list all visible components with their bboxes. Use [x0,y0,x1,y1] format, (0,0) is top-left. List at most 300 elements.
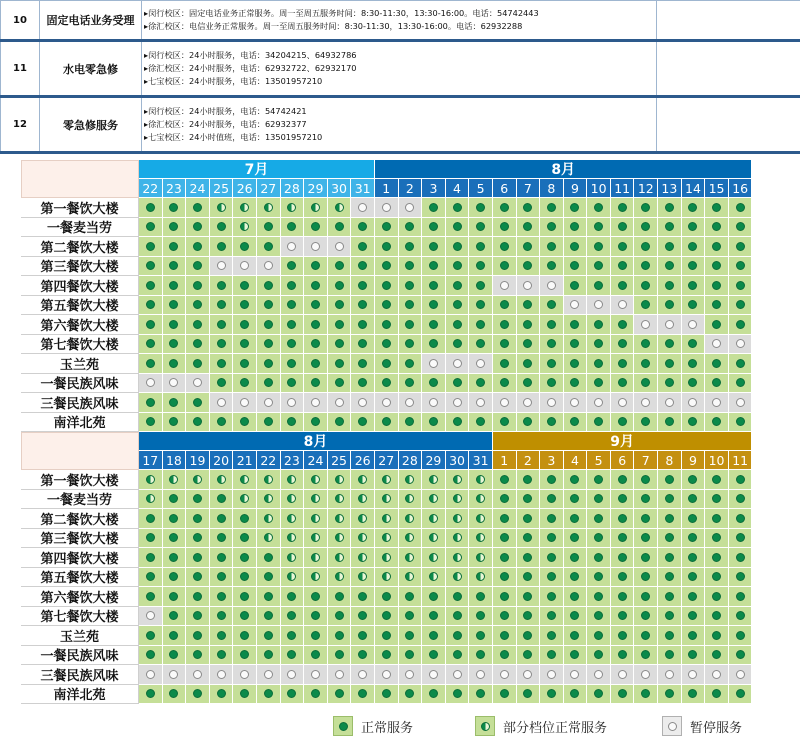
paused-dot-icon [570,300,579,309]
status-cell [139,296,163,316]
normal-dot-icon [476,631,485,640]
normal-dot-icon [382,650,391,659]
status-cell [257,665,281,685]
normal-dot-icon [429,611,438,620]
status-cell [611,529,635,549]
status-cell [446,393,470,413]
partial-dot-icon [335,533,344,542]
status-cell [281,685,305,705]
normal-dot-icon [665,689,674,698]
status-cell [587,626,611,646]
service-detail-line: ▸闵行校区：24小时服务，电话：34204215、64932786 [144,50,357,60]
normal-dot-icon [547,378,556,387]
month-header: 8月 [139,432,493,451]
status-cell [446,237,470,257]
status-cell [186,335,210,355]
status-cell [281,393,305,413]
status-cell [517,198,541,218]
paused-dot-icon [358,670,367,679]
partial-dot-icon [453,553,462,562]
normal-dot-icon [523,300,532,309]
normal-dot-icon [712,242,721,251]
normal-dot-icon [146,650,155,659]
status-cell [493,218,517,238]
normal-dot-icon [688,631,697,640]
status-cell [399,276,423,296]
status-cell [540,685,564,705]
day-header: 29 [304,179,328,198]
partial-dot-icon [264,494,273,503]
normal-dot-icon [453,689,462,698]
normal-dot-icon [287,300,296,309]
status-cell [469,685,493,705]
status-cell [257,626,281,646]
status-cell [163,548,187,568]
normal-dot-icon [570,242,579,251]
normal-dot-icon [146,592,155,601]
normal-dot-icon [335,631,344,640]
legend-label: 暂停服务 [690,720,743,736]
normal-dot-icon [736,222,745,231]
status-cell [634,607,658,627]
partial-dot-icon [405,553,414,562]
normal-dot-icon [665,359,674,368]
normal-dot-icon [476,650,485,659]
partial-dot-icon [429,494,438,503]
status-cell [328,257,352,277]
normal-dot-icon [264,339,273,348]
normal-dot-icon [146,572,155,581]
normal-dot-icon [405,417,414,426]
status-cell [493,354,517,374]
status-cell [634,374,658,394]
status-cell [281,665,305,685]
partial-dot-icon [335,475,344,484]
normal-dot-icon [500,631,509,640]
paused-dot-icon [287,242,296,251]
partial-dot-icon [311,475,320,484]
day-header: 4 [446,179,470,198]
status-cell [446,315,470,335]
normal-dot-icon [570,475,579,484]
status-cell [186,393,210,413]
status-cell [257,529,281,549]
status-cell [233,276,257,296]
normal-dot-icon [169,572,178,581]
status-cell [257,548,281,568]
status-cell [257,198,281,218]
status-cell [186,646,210,666]
day-header: 9 [682,451,706,470]
normal-dot-icon [618,592,627,601]
status-cell [705,237,729,257]
status-cell [682,276,706,296]
normal-dot-icon [594,553,603,562]
normal-dot-icon [594,475,603,484]
normal-dot-icon [500,494,509,503]
normal-dot-icon [523,242,532,251]
status-cell [281,509,305,529]
empty-cell [657,1,800,41]
status-cell [233,374,257,394]
normal-dot-icon [311,281,320,290]
status-cell [729,354,753,374]
status-cell [375,198,399,218]
partial-dot-icon [264,203,273,212]
status-cell [139,257,163,277]
status-cell [163,470,187,490]
status-cell [540,335,564,355]
normal-dot-icon [287,339,296,348]
legend-label: 部分档位正常服务 [503,720,608,736]
normal-dot-icon [382,242,391,251]
status-cell [540,218,564,238]
status-cell [611,257,635,277]
status-cell [257,490,281,510]
status-cell [139,568,163,588]
status-cell [517,315,541,335]
status-cell [304,296,328,316]
normal-dot-icon [240,611,249,620]
status-cell [493,626,517,646]
status-cell [163,257,187,277]
day-header: 25 [328,451,352,470]
status-cell [422,315,446,335]
normal-dot-icon [358,650,367,659]
normal-dot-icon [146,533,155,542]
status-cell [611,218,635,238]
status-cell [705,218,729,238]
status-cell [469,587,493,607]
normal-dot-icon [169,339,178,348]
restaurant-name: 第五餐饮大楼 [21,296,139,316]
status-cell [375,218,399,238]
status-cell [328,218,352,238]
normal-dot-icon [618,203,627,212]
normal-dot-icon [594,242,603,251]
normal-dot-icon [287,417,296,426]
status-cell [375,685,399,705]
paused-dot-icon [688,320,697,329]
normal-dot-icon [146,300,155,309]
normal-dot-icon [264,689,273,698]
status-cell [139,529,163,549]
partial-dot-icon [311,203,320,212]
normal-dot-icon [500,572,509,581]
normal-dot-icon [311,359,320,368]
normal-dot-icon [382,261,391,270]
status-cell [163,393,187,413]
legend-swatch [475,716,495,736]
status-cell [517,470,541,490]
normal-dot-icon [429,281,438,290]
status-cell [257,607,281,627]
normal-dot-icon [358,359,367,368]
normal-dot-icon [641,475,650,484]
normal-dot-icon [641,553,650,562]
status-cell [139,685,163,705]
status-cell [729,646,753,666]
status-cell [233,529,257,549]
status-cell [634,548,658,568]
normal-dot-icon [240,242,249,251]
status-cell [682,296,706,316]
status-cell [587,587,611,607]
status-cell [422,490,446,510]
status-cell [422,374,446,394]
day-header: 15 [705,179,729,198]
status-cell [139,665,163,685]
normal-dot-icon [358,631,367,640]
status-cell [540,296,564,316]
status-cell [233,393,257,413]
restaurant-name: 玉兰苑 [21,626,139,646]
normal-dot-icon [476,281,485,290]
status-cell [281,626,305,646]
normal-dot-icon [688,611,697,620]
status-cell [163,646,187,666]
normal-dot-icon [429,242,438,251]
partial-dot-icon [146,475,155,484]
status-cell [705,257,729,277]
status-cell [682,587,706,607]
normal-dot-icon [358,281,367,290]
status-cell [469,413,493,433]
status-cell [139,509,163,529]
status-cell [611,335,635,355]
normal-dot-icon [547,494,556,503]
normal-dot-icon [712,222,721,231]
normal-dot-icon [523,203,532,212]
normal-dot-icon [712,611,721,620]
normal-dot-icon [146,514,155,523]
normal-dot-icon [193,398,202,407]
status-cell [304,374,328,394]
status-cell [517,607,541,627]
status-cell [210,257,234,277]
status-cell [233,470,257,490]
status-cell [328,568,352,588]
normal-dot-icon [570,281,579,290]
status-cell [351,548,375,568]
status-cell [682,393,706,413]
normal-dot-icon [476,339,485,348]
normal-dot-icon [335,650,344,659]
status-cell [163,218,187,238]
normal-dot-icon [146,631,155,640]
normal-dot-icon [736,611,745,620]
status-cell [634,413,658,433]
normal-dot-icon [618,359,627,368]
service-detail-line: ▸闵行校区：固定电话业务正常服务。周一至周五服务时间：8:30-11:30，13:30-16:00。电话：54742443 [144,8,539,18]
status-cell [564,257,588,277]
status-cell [540,315,564,335]
status-cell [422,296,446,316]
status-cell [163,237,187,257]
normal-dot-icon [335,592,344,601]
normal-dot-icon [169,281,178,290]
day-header: 28 [399,451,423,470]
normal-dot-icon [287,261,296,270]
status-cell [399,646,423,666]
normal-dot-icon [618,611,627,620]
status-cell [351,568,375,588]
normal-dot-icon [500,533,509,542]
status-cell [186,626,210,646]
normal-dot-icon [641,417,650,426]
normal-dot-icon [453,339,462,348]
normal-dot-icon [193,203,202,212]
partial-dot-icon [287,494,296,503]
restaurant-name: 南洋北苑 [21,685,139,705]
partial-dot-icon [476,514,485,523]
status-cell [729,529,753,549]
service-table [0,0,800,154]
partial-dot-icon [382,475,391,484]
service-number: 10 [1,1,40,41]
normal-dot-icon [217,281,226,290]
status-cell [281,548,305,568]
status-cell [493,470,517,490]
normal-dot-icon [169,320,178,329]
normal-dot-icon [665,300,674,309]
status-cell [682,529,706,549]
normal-dot-icon [146,689,155,698]
normal-dot-icon [169,514,178,523]
normal-dot-icon [240,689,249,698]
paused-dot-icon [193,670,202,679]
normal-dot-icon [335,300,344,309]
partial-dot-icon [240,222,249,231]
normal-dot-icon [500,514,509,523]
normal-dot-icon [264,631,273,640]
status-cell [517,393,541,413]
status-cell [399,413,423,433]
normal-dot-icon [712,320,721,329]
status-cell [233,198,257,218]
status-cell [658,257,682,277]
status-cell [281,354,305,374]
paused-dot-icon [193,378,202,387]
normal-dot-icon [712,689,721,698]
paused-dot-icon [264,398,273,407]
normal-dot-icon [217,592,226,601]
status-cell [422,548,446,568]
status-cell [351,315,375,335]
status-cell [446,509,470,529]
normal-dot-icon [594,378,603,387]
partial-dot-icon [287,475,296,484]
status-cell [658,548,682,568]
status-cell [375,237,399,257]
status-cell [658,607,682,627]
normal-dot-icon [287,689,296,698]
normal-dot-icon [665,553,674,562]
normal-dot-icon [570,203,579,212]
status-cell [375,529,399,549]
paused-dot-icon [217,398,226,407]
status-cell [139,413,163,433]
service-number: 11 [1,41,40,97]
normal-dot-icon [500,611,509,620]
normal-dot-icon [736,572,745,581]
normal-dot-icon [217,359,226,368]
status-cell [304,529,328,549]
normal-dot-icon [382,222,391,231]
status-cell [304,413,328,433]
partial-dot-icon [476,553,485,562]
status-cell [351,529,375,549]
normal-dot-icon [641,611,650,620]
normal-dot-icon [712,553,721,562]
status-cell [493,335,517,355]
normal-dot-icon [311,417,320,426]
partial-dot-icon [311,533,320,542]
status-cell [446,529,470,549]
restaurant-name: 第二餐饮大楼 [21,237,139,257]
status-cell [493,646,517,666]
status-cell [281,374,305,394]
status-cell [469,568,493,588]
normal-dot-icon [382,281,391,290]
normal-dot-icon [736,359,745,368]
status-cell [328,335,352,355]
status-cell [705,413,729,433]
normal-dot-icon [523,475,532,484]
partial-dot-icon [311,572,320,581]
paused-dot-icon [547,281,556,290]
status-cell [304,587,328,607]
status-cell [375,276,399,296]
status-cell [422,665,446,685]
status-cell [682,607,706,627]
paused-dot-icon [240,398,249,407]
paused-dot-icon [523,398,532,407]
legend-swatch [662,716,682,736]
normal-dot-icon [405,222,414,231]
paused-dot-icon [264,670,273,679]
normal-dot-icon [500,222,509,231]
status-cell [422,218,446,238]
status-cell [163,198,187,218]
paused-dot-icon [335,398,344,407]
normal-dot-icon [146,261,155,270]
normal-dot-icon [311,611,320,620]
normal-dot-icon [547,475,556,484]
status-cell [186,257,210,277]
status-cell [351,685,375,705]
normal-dot-icon [547,650,556,659]
partial-dot-icon [240,494,249,503]
status-cell [540,646,564,666]
paused-dot-icon [665,670,674,679]
normal-dot-icon [193,650,202,659]
partial-dot-icon [358,572,367,581]
status-cell [186,607,210,627]
normal-dot-icon [688,475,697,484]
status-cell [399,548,423,568]
normal-dot-icon [146,417,155,426]
normal-dot-icon [618,533,627,542]
normal-dot-icon [240,378,249,387]
normal-dot-icon [523,650,532,659]
status-cell [705,198,729,218]
status-cell [682,218,706,238]
status-cell [351,257,375,277]
normal-dot-icon [736,242,745,251]
status-cell [564,374,588,394]
partial-dot-icon [335,514,344,523]
